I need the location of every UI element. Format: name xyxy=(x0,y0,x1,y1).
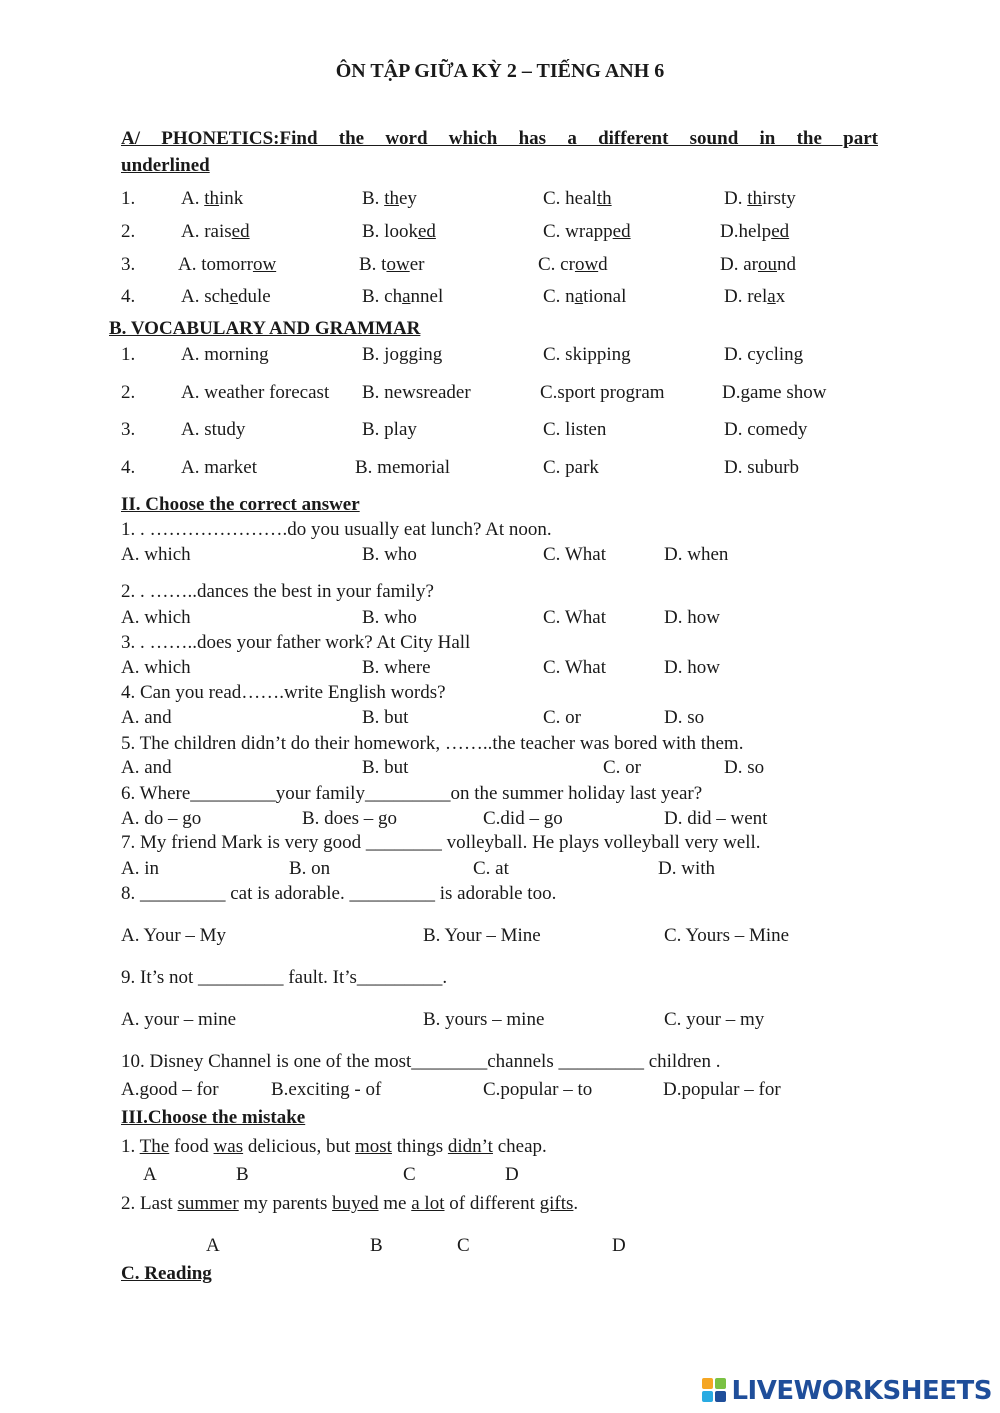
liveworksheets-logo xyxy=(702,1376,992,1406)
q9-option-b[interactable]: B. yours – mine xyxy=(423,1009,545,1030)
phonetics-option-b[interactable]: B. tower xyxy=(359,254,425,275)
phonetics-option-c[interactable]: C. crowd xyxy=(538,254,608,275)
q2-option-d[interactable]: D. how xyxy=(664,607,720,628)
underlined-sound: th xyxy=(204,188,220,209)
mistake-sentence-2: 2. Last summer my parents buyed me a lot of different gifts. xyxy=(121,1193,579,1214)
phonetics-option-a[interactable]: A. schedule xyxy=(181,286,271,307)
q5-option-b[interactable]: B. but xyxy=(362,757,409,778)
q7-option-d[interactable]: D. with xyxy=(658,858,715,879)
underlined-word: most xyxy=(355,1136,392,1157)
underlined-word: was xyxy=(213,1136,244,1157)
vocab-option-a[interactable]: A. study xyxy=(181,419,246,440)
vocab-option-b[interactable]: B. memorial xyxy=(355,457,450,478)
q1-option-b[interactable]: B. who xyxy=(362,544,417,565)
q10-option-d[interactable]: D.popular – for xyxy=(663,1079,781,1100)
phonetics-option-d[interactable]: D.helped xyxy=(720,221,790,242)
underlined-sound: ow xyxy=(252,254,277,275)
s2-letter-c[interactable]: C xyxy=(457,1235,470,1256)
underlined-sound: ou xyxy=(757,254,777,275)
question-9: 9. It’s not _________ fault. It’s_________. xyxy=(121,967,448,988)
phonetics-row-number: 4. xyxy=(121,286,136,307)
q8-option-c[interactable]: C. Yours – Mine xyxy=(664,925,790,946)
vocab-option-a[interactable]: A. market xyxy=(181,457,257,478)
phonetics-row-number: 3. xyxy=(121,254,136,275)
s1-letter-c[interactable]: C xyxy=(403,1164,416,1185)
q2-option-c[interactable]: C. What xyxy=(543,607,606,628)
question-8: 8. _________ cat is adorable. _________ is adorable too. xyxy=(121,883,557,904)
q10-option-c[interactable]: C.popular – to xyxy=(483,1079,593,1100)
underlined-word: didn’t xyxy=(447,1136,493,1157)
q7-option-b[interactable]: B. on xyxy=(289,858,331,879)
vocab-row-number: 4. xyxy=(121,457,136,478)
phonetics-option-c[interactable]: C. wrapped xyxy=(543,221,631,242)
q5-option-c[interactable]: C. or xyxy=(603,757,641,778)
vocab-option-c[interactable]: C. park xyxy=(543,457,599,478)
question-4: 4. Can you read…….write English words? xyxy=(121,682,446,703)
q9-option-a[interactable]: A. your – mine xyxy=(121,1009,237,1030)
q2-option-a[interactable]: A. which xyxy=(121,607,191,628)
vocab-option-a[interactable]: A. morning xyxy=(181,344,269,365)
q2-option-b[interactable]: B. who xyxy=(362,607,417,628)
vocab-option-a[interactable]: A. weather forecast xyxy=(181,382,330,403)
vocab-option-d[interactable]: D. comedy xyxy=(724,419,808,440)
phonetics-option-b[interactable]: B. channel xyxy=(362,286,444,307)
vocab-option-d[interactable]: D. cycling xyxy=(724,344,804,365)
underlined-word: The xyxy=(139,1136,170,1157)
q10-option-b[interactable]: B.exciting - of xyxy=(271,1079,382,1100)
s1-letter-a[interactable]: A xyxy=(143,1164,157,1185)
phonetics-option-d[interactable]: D. around xyxy=(720,254,796,275)
q4-option-a[interactable]: A. and xyxy=(121,707,172,728)
underlined-sound: a xyxy=(574,286,584,307)
q4-option-d[interactable]: D. so xyxy=(664,707,705,728)
q6-option-c[interactable]: C.did – go xyxy=(483,808,563,829)
vocab-option-b[interactable]: B. play xyxy=(362,419,417,440)
s1-letter-b[interactable]: B xyxy=(236,1164,249,1185)
underlined-sound: ow xyxy=(574,254,599,275)
phonetics-option-d[interactable]: D. relax xyxy=(724,286,786,307)
q6-option-a[interactable]: A. do – go xyxy=(121,808,202,829)
choose-heading: II. Choose the correct answer xyxy=(121,494,360,515)
mistake-heading: III.Choose the mistake xyxy=(121,1107,306,1128)
q3-option-d[interactable]: D. how xyxy=(664,657,720,678)
phonetics-option-b[interactable]: B. they xyxy=(362,188,417,209)
vocab-option-b[interactable]: B. jogging xyxy=(362,344,443,365)
q6-option-d[interactable]: D. did – went xyxy=(664,808,768,829)
underlined-sound: e xyxy=(229,286,238,307)
underlined-word: buyed xyxy=(332,1193,379,1214)
question-5: 5. The children didn’t do their homework, ……..the teacher was bored with them. xyxy=(121,733,744,754)
q5-option-a[interactable]: A. and xyxy=(121,757,172,778)
underlined-sound: th xyxy=(747,188,763,209)
q1-option-a[interactable]: A. which xyxy=(121,544,191,565)
q7-option-a[interactable]: A. in xyxy=(121,858,159,879)
underlined-word: a lot xyxy=(411,1193,445,1214)
phonetics-option-a[interactable]: A. raised xyxy=(181,221,250,242)
phonetics-row-number: 2. xyxy=(121,221,136,242)
phonetics-option-b[interactable]: B. looked xyxy=(362,221,436,242)
q1-option-c[interactable]: C. What xyxy=(543,544,606,565)
underlined-sound: th xyxy=(596,188,612,209)
reading-heading: C. Reading xyxy=(121,1263,212,1284)
vocab-row-number: 2. xyxy=(121,382,136,403)
underlined-sound: ed xyxy=(771,221,790,242)
phonetics-row-number: 1. xyxy=(121,188,136,209)
underlined-sound: ed xyxy=(417,221,436,242)
vocab-option-d[interactable]: D. suburb xyxy=(724,457,799,478)
vocab-heading: B. VOCABULARY AND GRAMMAR xyxy=(109,318,421,339)
underlined-sound: a xyxy=(402,286,411,307)
phonetics-option-a[interactable]: A. think xyxy=(181,188,244,209)
q6-option-b[interactable]: B. does – go xyxy=(302,808,397,829)
question-2: 2. . ……..dances the best in your family? xyxy=(121,581,434,602)
question-1: 1. . ………………….do you usually eat lunch? At noon. xyxy=(121,519,552,540)
q1-option-d[interactable]: D. when xyxy=(664,544,729,565)
phonetics-option-d[interactable]: D. thirsty xyxy=(724,188,796,209)
s2-letter-b[interactable]: B xyxy=(370,1235,383,1256)
vocab-option-b[interactable]: B. newsreader xyxy=(362,382,471,403)
underlined-sound: a xyxy=(767,286,776,307)
q3-option-a[interactable]: A. which xyxy=(121,657,191,678)
q8-option-b[interactable]: B. Your – Mine xyxy=(423,925,541,946)
phonetics-option-c[interactable]: C. health xyxy=(543,188,612,209)
q10-option-a[interactable]: A.good – for xyxy=(121,1079,219,1100)
s1-letter-d[interactable]: D xyxy=(505,1164,519,1185)
underlined-sound: ow xyxy=(386,254,410,275)
phonetics-heading-cont: underlined xyxy=(121,155,210,176)
q3-option-c[interactable]: C. What xyxy=(543,657,606,678)
q7-option-c[interactable]: C. at xyxy=(473,858,509,879)
question-3: 3. . ……..does your father work? At City Hall xyxy=(121,632,471,653)
phonetics-option-a[interactable]: A. tomorrow xyxy=(178,254,277,275)
q9-option-c[interactable]: C. your – my xyxy=(664,1009,765,1030)
vocab-option-d[interactable]: D.game show xyxy=(722,382,827,403)
underlined-sound: th xyxy=(384,188,399,209)
vocab-option-c[interactable]: C. skipping xyxy=(543,344,631,365)
vocab-row-number: 1. xyxy=(121,344,136,365)
underlined-sound: ed xyxy=(231,221,250,242)
vocab-option-c[interactable]: C.sport program xyxy=(540,382,665,403)
q4-option-c[interactable]: C. or xyxy=(543,707,581,728)
question-7: 7. My friend Mark is very good ________ volleyball. He plays volleyball very well. xyxy=(121,832,761,853)
phonetics-option-c[interactable]: C. national xyxy=(543,286,627,307)
vocab-option-c[interactable]: C. listen xyxy=(543,419,607,440)
underlined-word: summer xyxy=(177,1193,239,1214)
q5-option-d[interactable]: D. so xyxy=(724,757,765,778)
question-10: 10. Disney Channel is one of the most________channels _________ children . xyxy=(121,1051,721,1072)
mistake-sentence-1: 1. The food was delicious, but most things didn’t cheap. xyxy=(121,1136,547,1157)
s2-letter-d[interactable]: D xyxy=(612,1235,626,1256)
question-6: 6. Where_________your family_________on the summer holiday last year? xyxy=(121,783,703,804)
underlined-word: gifts xyxy=(539,1193,574,1214)
page-title: ÔN TẬP GIỮA KỲ 2 – TIẾNG ANH 6 xyxy=(335,60,665,82)
vocab-row-number: 3. xyxy=(121,419,136,440)
q3-option-b[interactable]: B. where xyxy=(362,657,431,678)
liveworksheets-brand: LIVEWORKSHEETS xyxy=(731,1376,992,1406)
q8-option-a[interactable]: A. Your – My xyxy=(121,925,227,946)
underlined-sound: ed xyxy=(612,221,631,242)
q4-option-b[interactable]: B. but xyxy=(362,707,409,728)
s2-letter-a[interactable]: A xyxy=(206,1235,220,1256)
phonetics-heading: A/ PHONETICS:Find the word which has a different sound in the part xyxy=(121,128,878,149)
liveworksheets-icon xyxy=(702,1378,728,1404)
